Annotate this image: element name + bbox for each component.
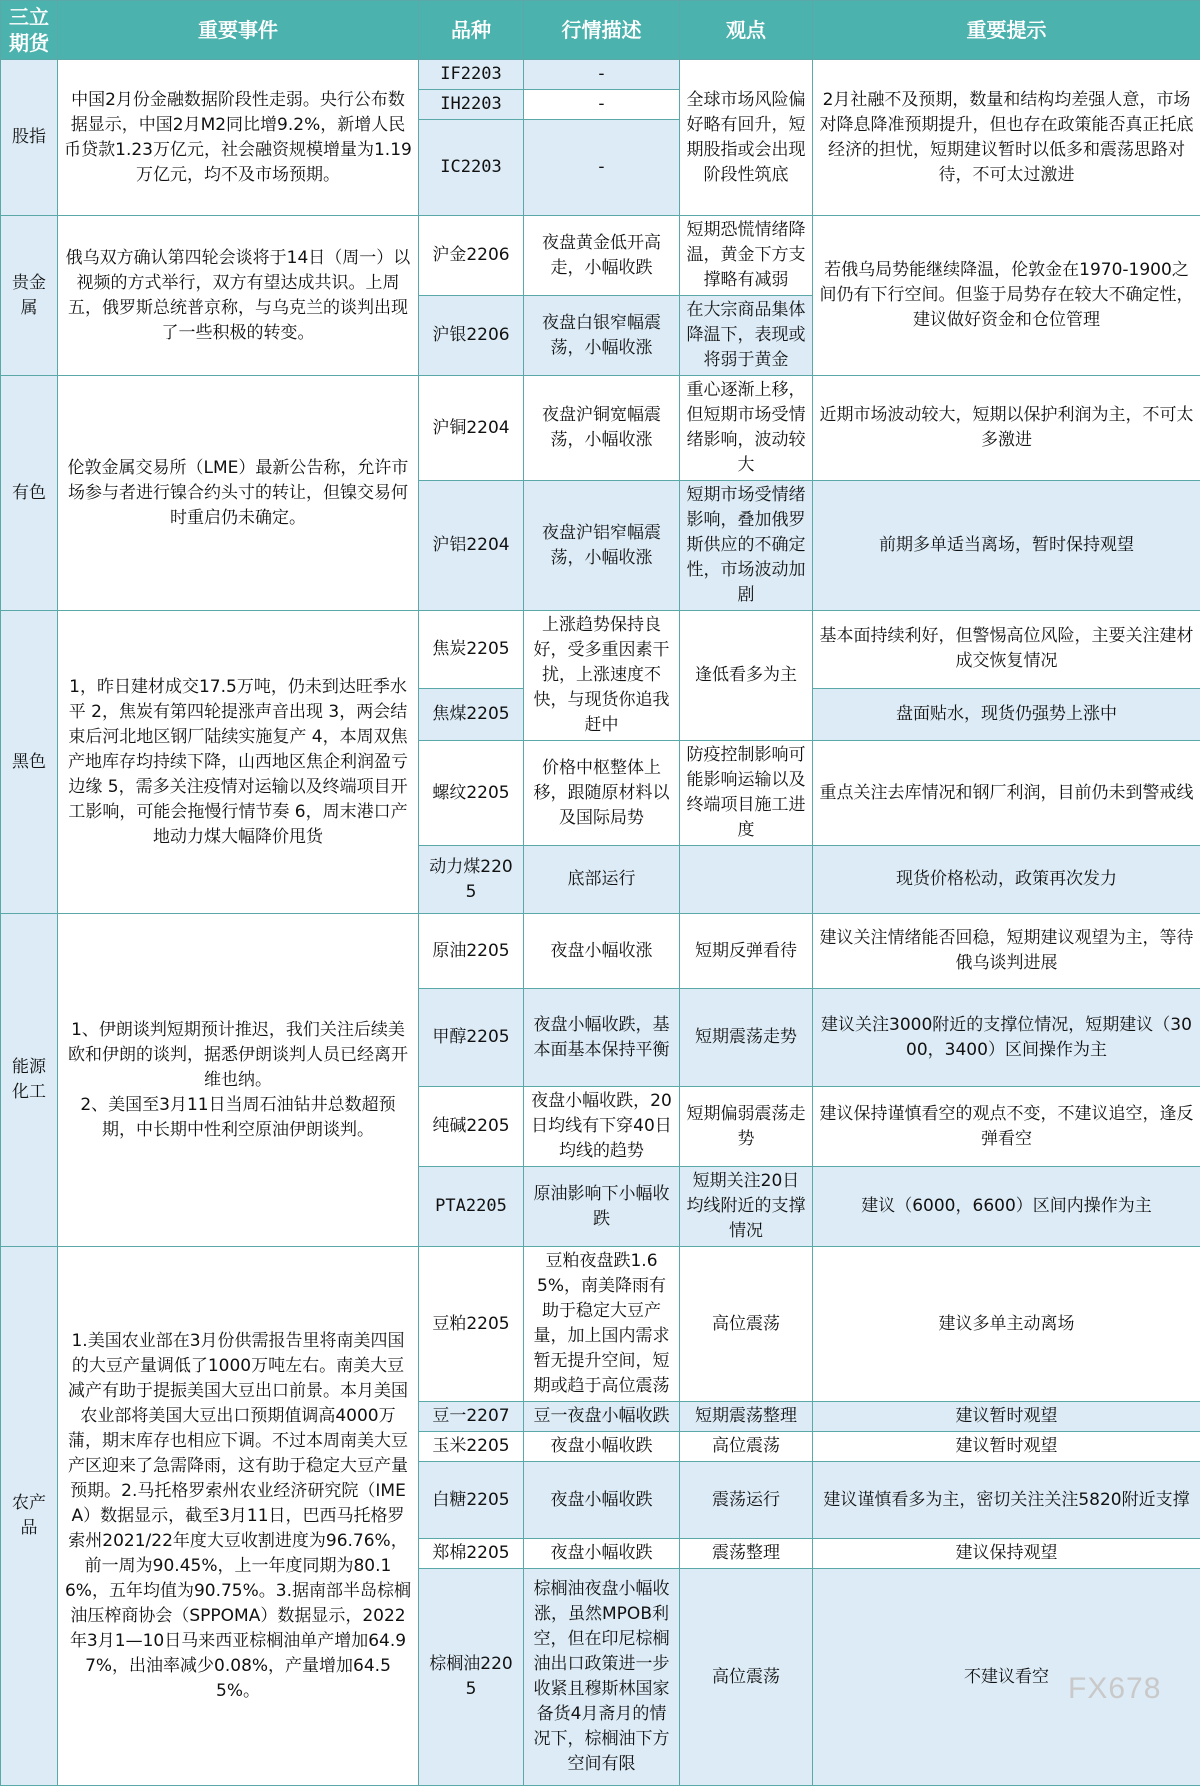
desc-copper: 夜盘沪铜宽幅震荡，小幅收涨 [524, 376, 680, 481]
variety-cotton: 郑棉2205 [419, 1539, 524, 1569]
variety-crude: 原油2205 [419, 914, 524, 989]
view-thermal-coal [680, 846, 813, 914]
view-palm: 高位震荡 [680, 1569, 813, 1786]
variety-soda-ash: 纯碱2205 [419, 1087, 524, 1167]
view-crude: 短期反弹看待 [680, 914, 813, 989]
desc-ih: - [524, 90, 680, 120]
variety-coke: 焦炭2205 [419, 611, 524, 689]
table-row [1, 1247, 1200, 1402]
tip-coking-coal: 盘面贴水，现货仍强势上涨中 [813, 688, 1200, 740]
variety-silver: 沪银2206 [419, 296, 524, 376]
event-agri: 1.美国农业部在3月份供需报告里将南美四国的大豆产量调低了1000万吨左右。南美大豆减产有助于提振美国大豆出口前景。本月美国农业部将美国大豆出口预期值调高4000万蒲，期末库存也相应下调。不过本周南美大豆产区迎来了急需降雨，这有助于稳定大豆产量预期。2.马托格罗索州农业经济研究院（IMEA）数据显示，截至3月11日，巴西马托格罗索州2021/22年度大豆收割进度为96.76%，前一周为90.45%，上一年度同期为80.16%，五年均值为90.75%。3.据南部半岛棕榈油压榨商协会（SPPOMA）数据显示，2022年3月1—10日马来西亚棕榈油单产增加64.97%，出油率减少0.08%，产量增加64.55%。 [58, 1247, 419, 1786]
view-gold: 短期恐慌情绪降温，黄金下方支撑略有减弱 [680, 216, 813, 296]
view-pta: 短期关注20日均线附近的支撑情况 [680, 1167, 813, 1247]
tip-precious: 若俄乌局势能继续降温，伦敦金在1970-1900之间仍有下行空间。但鉴于局势存在较大不确定性，建议做好资金和仓位管理 [813, 216, 1200, 376]
tip-palm: 不建议看空 [813, 1569, 1200, 1786]
table-row [1, 376, 1200, 481]
variety-soymeal: 豆粕2205 [419, 1247, 524, 1402]
desc-soda-ash: 夜盘小幅收跌，20日均线有下穿40日均线的趋势 [524, 1087, 680, 1167]
desc-aluminum: 夜盘沪铝窄幅震荡，小幅收涨 [524, 481, 680, 611]
header-row [1, 1, 1200, 60]
view-methanol: 短期震荡走势 [680, 989, 813, 1087]
tip-soda-ash: 建议保持谨慎看空的观点不变，不建议追空，逢反弹看空 [813, 1087, 1200, 1167]
view-soymeal: 高位震荡 [680, 1247, 813, 1402]
sector-energy: 能源化工 [1, 914, 58, 1247]
table-row [1, 216, 1200, 296]
brand-header: 三立期货 [1, 1, 58, 60]
event-header: 重要事件 [58, 1, 419, 60]
view-silver: 在大宗商品集体降温下，表现或将弱于黄金 [680, 296, 813, 376]
view-aluminum: 短期市场受情绪影响，叠加俄罗斯供应的不确定性，市场波动加剧 [680, 481, 813, 611]
view-equity: 全球市场风险偏好略有回升，短期股指或会出现阶段性筑底 [680, 60, 813, 216]
view-corn: 高位震荡 [680, 1432, 813, 1462]
view-soybean: 短期震荡整理 [680, 1402, 813, 1432]
tip-header: 重要提示 [813, 1, 1200, 60]
desc-corn: 夜盘小幅收跌 [524, 1432, 680, 1462]
sector-precious: 贵金属 [1, 216, 58, 376]
table-row [1, 914, 1200, 989]
tip-methanol: 建议关注3000附近的支撑位情况，短期建议（3000，3400）区间操作为主 [813, 989, 1200, 1087]
sector-agri: 农产品 [1, 1247, 58, 1786]
variety-aluminum: 沪铝2204 [419, 481, 524, 611]
view-cotton: 震荡整理 [680, 1539, 813, 1569]
watermark-logo: FX678 [1068, 1672, 1161, 1706]
desc-gold: 夜盘黄金低开高走，小幅收跌 [524, 216, 680, 296]
sector-nonferrous: 有色 [1, 376, 58, 611]
desc-soymeal: 豆粕夜盘跌1.65%，南美降雨有助于稳定大豆产量，加上国内需求暂无提升空间，短期或趋于高位震荡 [524, 1247, 680, 1402]
variety-copper: 沪铜2204 [419, 376, 524, 481]
table-row [1, 60, 1200, 90]
variety-coking-coal: 焦煤2205 [419, 688, 524, 740]
tip-copper: 近期市场波动较大，短期以保护利润为主，不可太多激进 [813, 376, 1200, 481]
tip-cotton: 建议保持观望 [813, 1539, 1200, 1569]
variety-if: IF2203 [419, 60, 524, 90]
desc-pta: 原油影响下小幅收跌 [524, 1167, 680, 1247]
variety-rebar: 螺纹2205 [419, 741, 524, 846]
desc-coke: 上涨趋势保持良好，受多重因素干扰，上涨速度不快，与现货你追我赶中 [524, 611, 680, 741]
view-soda-ash: 短期偏弱震荡走势 [680, 1087, 813, 1167]
variety-soybean: 豆一2207 [419, 1402, 524, 1432]
desc-silver: 夜盘白银窄幅震荡，小幅收涨 [524, 296, 680, 376]
variety-gold: 沪金2206 [419, 216, 524, 296]
tip-soymeal: 建议多单主动离场 [813, 1247, 1200, 1402]
tip-corn: 建议暂时观望 [813, 1432, 1200, 1462]
variety-corn: 玉米2205 [419, 1432, 524, 1462]
variety-palm: 棕榈油2205 [419, 1569, 524, 1786]
variety-thermal-coal: 动力煤2205 [419, 846, 524, 914]
variety-pta: PTA2205 [419, 1167, 524, 1247]
event-equity: 中国2月份金融数据阶段性走弱。央行公布数据显示，中国2月M2同比增9.2%，新增人民币贷款1.23万亿元，社会融资规模增量为1.19万亿元，均不及市场预期。 [58, 60, 419, 216]
event-ferrous: 1，昨日建材成交17.5万吨，仍未到达旺季水平 2，焦炭有第四轮提涨声音出现 3，两会结束后河北地区钢厂陆续实施复产 4，本周双焦产地库存均持续下降，山西地区焦企利润盈亏边缘 5，需多关注疫情对运输以及终端项目开工影响，可能会拖慢行情节奏 6，周末港口产地动力煤大幅降价甩货 [58, 611, 419, 914]
desc-crude: 夜盘小幅收涨 [524, 914, 680, 989]
tip-aluminum: 前期多单适当离场，暂时保持观望 [813, 481, 1200, 611]
desc-thermal-coal: 底部运行 [524, 846, 680, 914]
event-energy: 1、伊朗谈判短期预计推迟，我们关注后续美欧和伊朗的谈判，据悉伊朗谈判人员已经离开维也纳。 2、美国至3月11日当周石油钻井总数超预期，中长期中性利空原油伊朗谈判。 [58, 914, 419, 1247]
tip-rebar: 重点关注去库情况和钢厂利润，目前仍未到警戒线 [813, 741, 1200, 846]
desc-methanol: 夜盘小幅收跌，基本面基本保持平衡 [524, 989, 680, 1087]
view-copper: 重心逐渐上移，但短期市场受情绪影响，波动较大 [680, 376, 813, 481]
desc-if: - [524, 60, 680, 90]
tip-equity: 2月社融不及预期，数量和结构均差强人意，市场对降息降准预期提升，但也存在政策能否真正托底经济的担忧，短期建议暂时以低多和震荡思路对待，不可太过激进 [813, 60, 1200, 216]
desc-header: 行情描述 [524, 1, 680, 60]
table-row [1, 611, 1200, 689]
variety-header: 品种 [419, 1, 524, 60]
event-nonferrous: 伦敦金属交易所（LME）最新公告称，允许市场参与者进行镍合约头寸的转让，但镍交易何时重启仍未确定。 [58, 376, 419, 611]
tip-crude: 建议关注情绪能否回稳，短期建议观望为主，等待俄乌谈判进展 [813, 914, 1200, 989]
tip-soybean: 建议暂时观望 [813, 1402, 1200, 1432]
desc-cotton: 夜盘小幅收跌 [524, 1539, 680, 1569]
desc-sugar: 夜盘小幅收跌 [524, 1462, 680, 1539]
tip-sugar: 建议谨慎看多为主，密切关注关注5820附近支撑 [813, 1462, 1200, 1539]
desc-palm: 棕榈油夜盘小幅收涨，虽然MPOB利空，但在印尼棕榈油出口政策进一步收紧且穆斯林国家备货4月斋月的情况下，棕榈油下方空间有限 [524, 1569, 680, 1786]
tip-coke: 基本面持续利好，但警惕高位风险，主要关注建材成交恢复情况 [813, 611, 1200, 689]
variety-ih: IH2203 [419, 90, 524, 120]
view-header: 观点 [680, 1, 813, 60]
desc-ic: - [524, 120, 680, 216]
event-precious: 俄乌双方确认第四轮会谈将于14日（周一）以视频的方式举行，双方有望达成共识。上周五，俄罗斯总统普京称，与乌克兰的谈判出现了一些积极的转变。 [58, 216, 419, 376]
sector-equity: 股指 [1, 60, 58, 216]
view-rebar: 防疫控制影响可能影响运输以及终端项目施工进度 [680, 741, 813, 846]
variety-ic: IC2203 [419, 120, 524, 216]
desc-soybean: 豆一夜盘小幅收跌 [524, 1402, 680, 1432]
variety-sugar: 白糖2205 [419, 1462, 524, 1539]
desc-rebar: 价格中枢整体上移，跟随原材料以及国际局势 [524, 741, 680, 846]
sector-ferrous: 黑色 [1, 611, 58, 914]
variety-methanol: 甲醇2205 [419, 989, 524, 1087]
view-sugar: 震荡运行 [680, 1462, 813, 1539]
tip-pta: 建议（6000，6600）区间内操作为主 [813, 1167, 1200, 1247]
view-coke: 逢低看多为主 [680, 611, 813, 741]
tip-thermal-coal: 现货价格松动，政策再次发力 [813, 846, 1200, 914]
